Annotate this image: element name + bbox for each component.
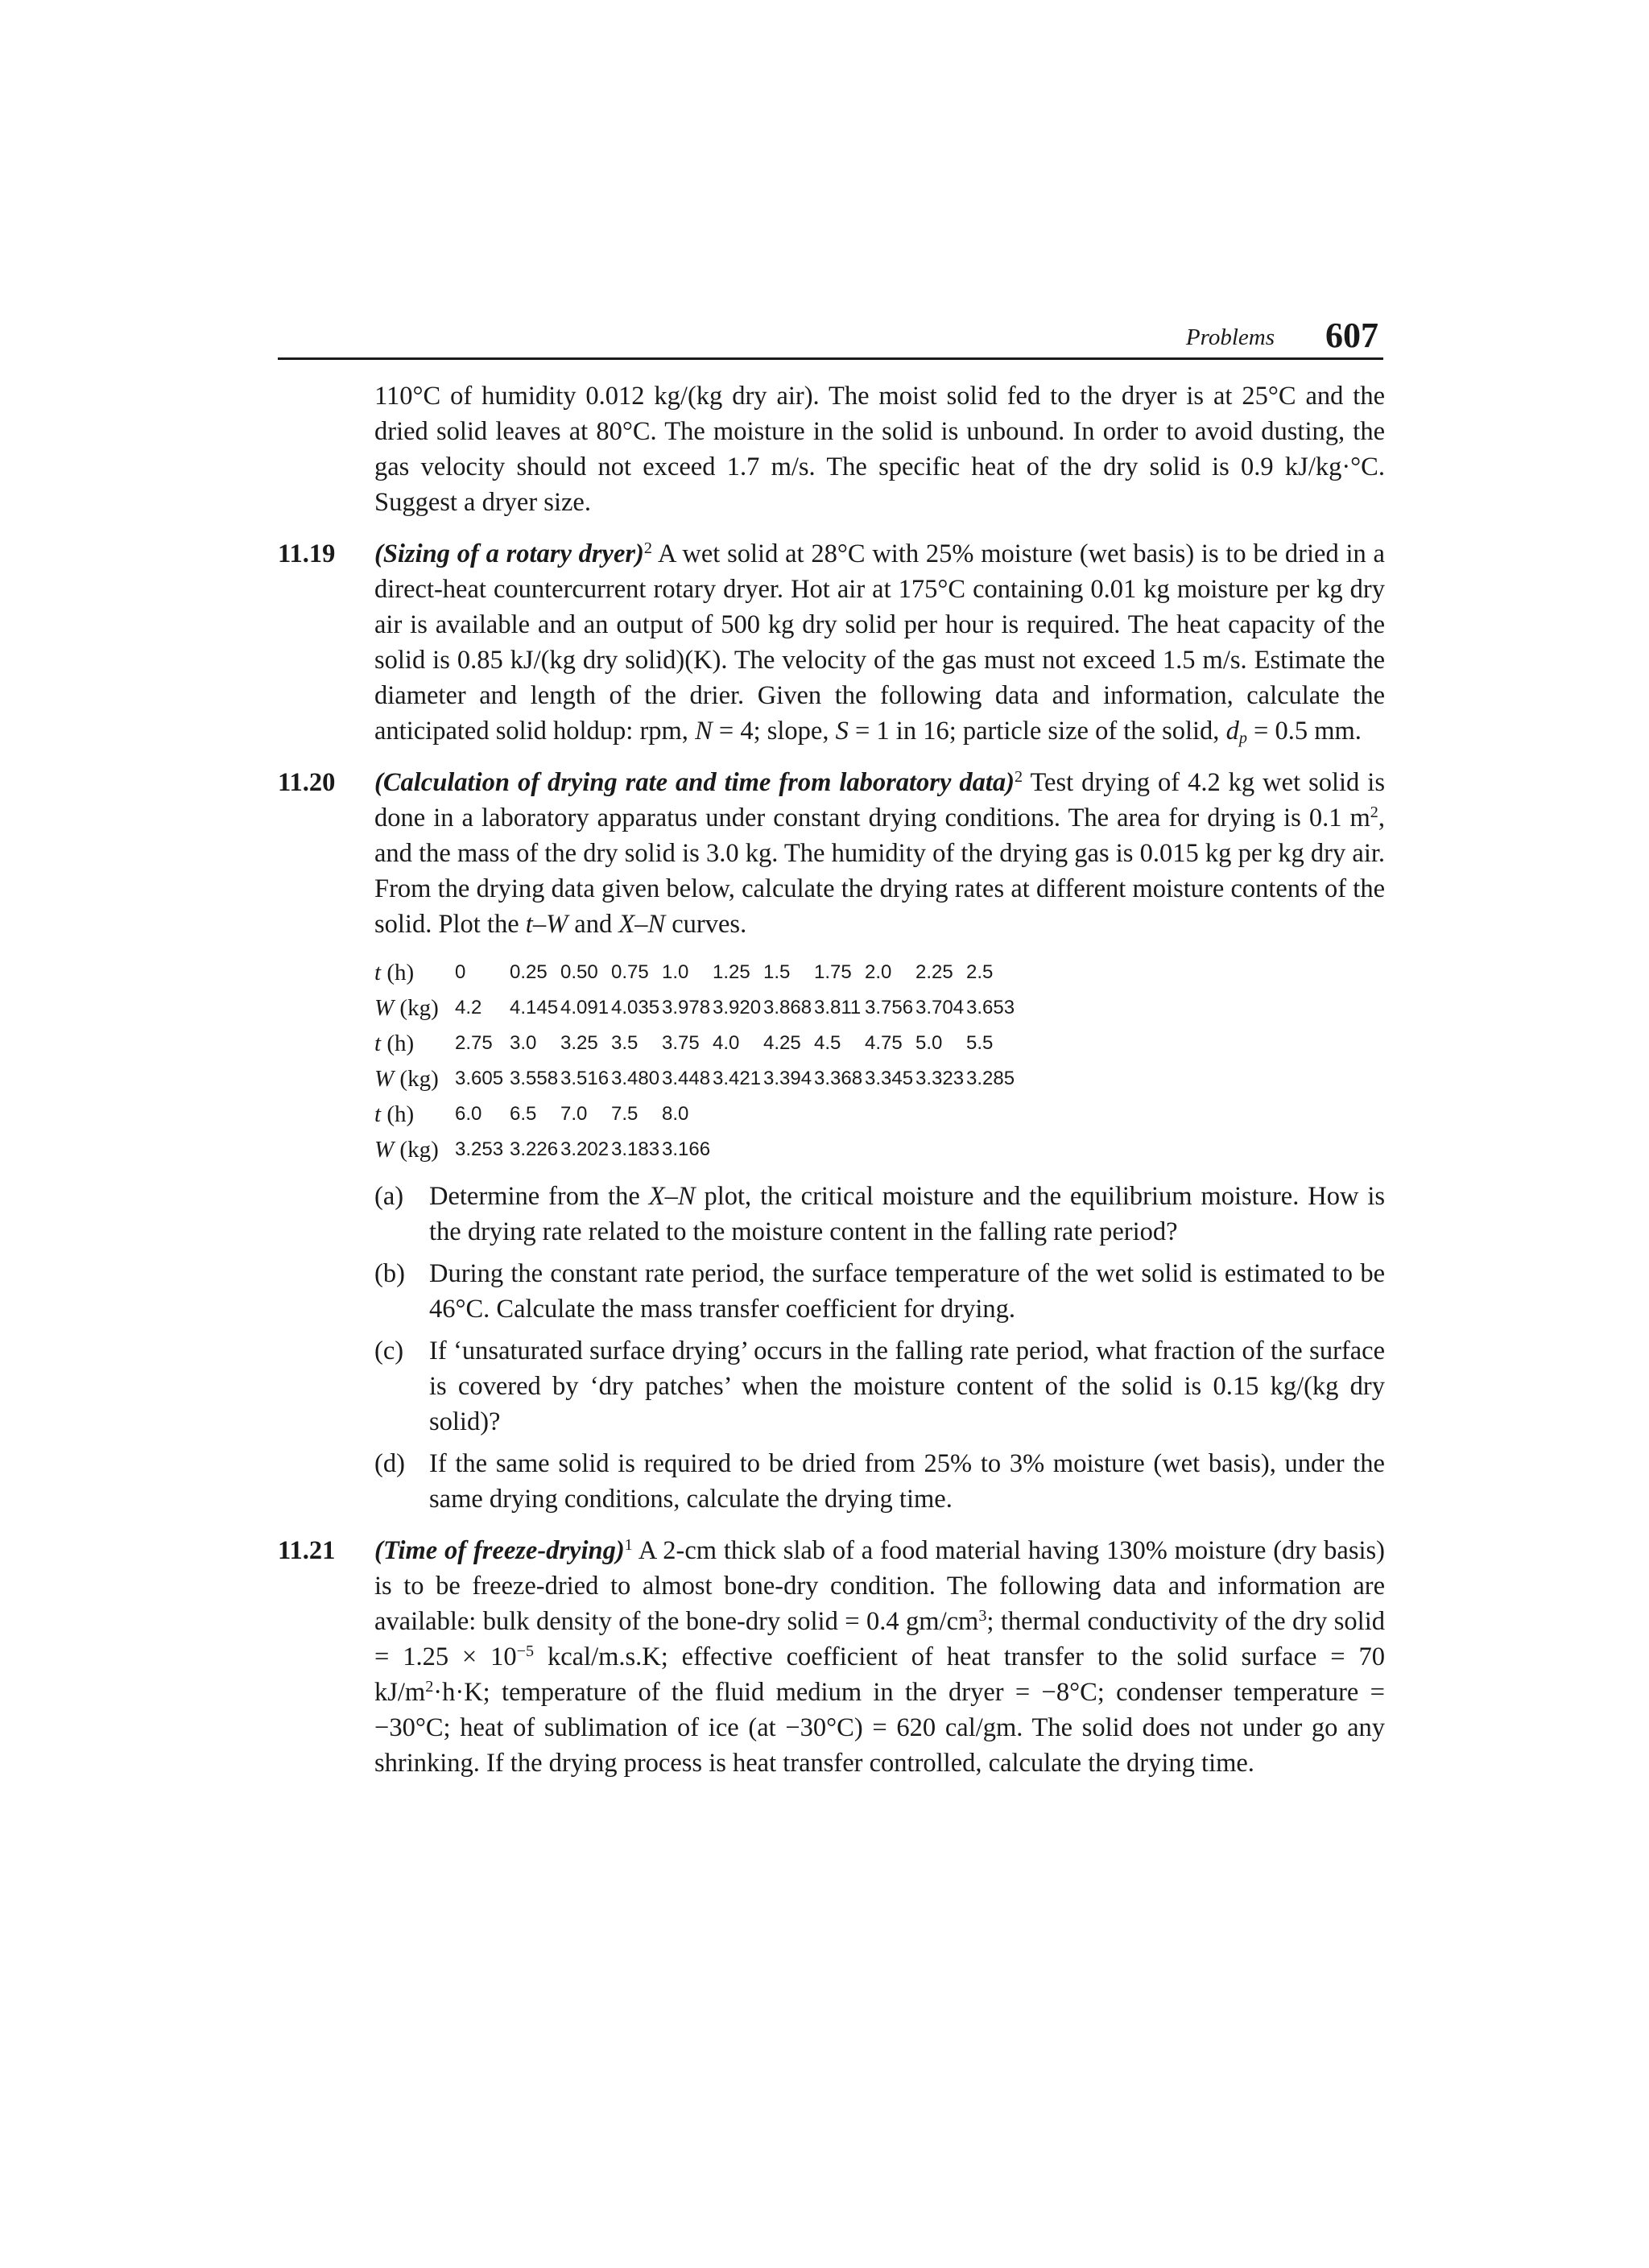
subpart-d [374,1446,1385,1517]
table-cell: 3.605 [455,1068,504,1089]
page-number: 607 [1325,316,1378,355]
reference-mark: 2 [643,539,652,557]
table-cell: 4.091 [560,997,610,1018]
time-row [374,1026,1017,1061]
table-cell: 0 [455,961,466,983]
table-cell: 2.75 [455,1032,493,1054]
table-cell: 7.5 [611,1103,639,1125]
table-cell: 3.811 [814,997,862,1018]
mass-row [374,990,1017,1026]
problem-11-20-parts [278,1179,1385,1517]
table-cell: 1.25 [713,961,750,983]
mass-row [374,1132,1017,1167]
reference-mark: 2 [1014,767,1023,786]
problem-11-20 [278,765,1385,942]
table-cell: 3.978 [662,997,711,1018]
time-row [374,1097,1017,1132]
table-cell: 1.75 [814,961,852,983]
table-cell: 3.166 [662,1138,711,1160]
row-label: W (kg) [374,995,439,1021]
subpart-text: If the same solid is required to be dried from 25% to 3% moisture (wet basis), under the same drying conditions, calculate the drying time. [429,1449,1385,1514]
row-label: t (h) [374,1101,415,1127]
table-cell: 3.480 [611,1068,660,1089]
table-cell: 3.368 [814,1068,863,1089]
table-cell: 4.2 [455,997,482,1018]
problem-number: 11.20 [278,768,336,797]
subpart-a [374,1179,1385,1250]
time-row [374,955,1017,990]
table-cell: 2.5 [966,961,994,983]
problem-number: 11.21 [278,1536,336,1565]
problem-text: (Time of freeze-drying)$^1$ A 2-cm thick slab of a food material having 130% moisture (dry basis) is to be freeze-dried to almost bone-dry condition. The following data and information are available: bulk density of the bone-dry solid = 0.4 $gm/cm^3$; thermal conductivity of the dry solid = $1.25 \times 10^{-5}$ kcal/m.s.K; effective coefficient of heat transfer to the solid surface = 70 $kJ/m^2\cdot h\cdot K$; temperature of the fluid medium in the dryer = −8°C; condenser temperature = −30°C; heat of sublimation of ice (at −30°C) = 620 cal/gm. The solid does not under go any shrinking. If the drying process is heat transfer controlled, calculate the drying time. [374,1535,1386,1778]
problem-text: (Calculation of drying rate and time from laboratory data)$^2$ Test drying of 4.2 kg wet solid is done in a laboratory apparatus under constant drying conditions. The area for drying is 0.1 $m^2$, and the mass of the dry solid is 3.0 kg. The humidity of the drying gas is 0.015 kg per kg dry air. From the drying data given below, calculate the drying rates at different moisture contents of the solid. Plot the t–W and X–N curves. [374,767,1385,939]
page-body [278,378,1385,1781]
table-cell: 3.516 [560,1068,610,1089]
mass-row [374,1061,1017,1097]
subpart-text: Determine from the X–N plot, the critical moisture and the equilibrium moisture. How is the drying rate related to the moisture content in the falling rate period? [429,1182,1386,1246]
table-cell: 4.5 [814,1032,841,1054]
table-cell: 3.868 [763,997,812,1018]
subpart-c [374,1333,1385,1440]
reference-mark: 1 [624,1535,633,1554]
subpart-label: (c) [374,1336,404,1365]
table-cell: 4.145 [510,997,559,1018]
continued-problem-text: 110°C of humidity 0.012 kg/(kg dry air). The moist solid fed to the dryer is at 25°C and the dried solid leaves at 80°C. The moisture in the solid is unbound. In order to avoid dusting, the gas velocity should not exceed 1.7 m/s. The specific heat of the dry solid is 0.9 kJ/kg·°C. Suggest a dryer size. [374,382,1385,517]
table-cell: 6.5 [510,1103,537,1125]
table-cell: 3.202 [560,1138,610,1160]
table-cell: 3.0 [510,1032,537,1054]
table-cell: 0.75 [611,961,649,983]
table-cell: 3.75 [662,1032,700,1054]
table-cell: 4.25 [763,1032,801,1054]
problem-text: (Sizing of a rotary dryer)$^2$ A wet solid at 28°C with 25% moisture (wet basis) is to be dried in a direct-heat countercurrent rotary dryer. Hot air at 175°C containing 0.01 kg moisture per kg dry air is available and an output of 500 kg dry solid per hour is required. The heat capacity of the solid is 0.85 kJ/(kg dry solid)(K). The velocity of the gas must not exceed 1.5 m/s. Estimate the diameter and length of the drier. Given the following data and information, calculate the anticipated solid holdup: rpm, N = 4; slope, S = 1 in 16; particle size of the solid, $d_p = 0.5$ mm. [374,539,1385,748]
table-cell: 3.25 [560,1032,598,1054]
table-cell: 7.0 [560,1103,588,1125]
table-cell: 3.558 [510,1068,559,1089]
table-cell: 3.394 [763,1068,812,1089]
table-cell: 1.0 [662,961,689,983]
table-cell: 6.0 [455,1103,482,1125]
table-cell: 4.75 [865,1032,903,1054]
problem-title: (Time of freeze-drying) [374,1536,625,1565]
table-cell: 5.0 [915,1032,943,1054]
problem-title: (Sizing of a rotary dryer) [374,539,644,568]
subpart-b [374,1256,1385,1327]
table-cell: 8.0 [662,1103,689,1125]
table-cell: 3.653 [966,997,1015,1018]
table-cell: 0.50 [560,961,598,983]
table-cell: 2.0 [865,961,892,983]
table-cell: 4.0 [713,1032,740,1054]
subpart-text: If ‘unsaturated surface drying’ occurs in the falling rate period, what fraction of the surface is covered by ‘dry patches’ when the moisture content of the solid is 0.15 kg/(kg dry solid)? [429,1336,1385,1436]
table-cell: 3.226 [510,1138,559,1160]
subpart-text: During the constant rate period, the surface temperature of the wet solid is estimated to be 46°C. Calculate the mass transfer coefficient for drying. [429,1259,1385,1324]
table-cell: 3.756 [865,997,914,1018]
table-cell: 3.323 [915,1068,965,1089]
problem-title: (Calculation of drying rate and time from laboratory data) [374,768,1015,797]
problem-11-21 [278,1533,1385,1781]
drying-data-table [374,955,1017,1167]
table-cell: 3.285 [966,1068,1015,1089]
row-label: t (h) [374,960,415,985]
table-cell: 3.920 [713,997,762,1018]
table-cell: 0.25 [510,961,548,983]
table-cell: 2.25 [915,961,953,983]
row-label: t (h) [374,1031,415,1056]
problem-11-19 [278,536,1385,749]
problem-number: 11.19 [278,539,336,568]
subpart-label: (d) [374,1449,405,1478]
table-cell: 3.421 [713,1068,762,1089]
page-header [278,316,1383,360]
table-cell: 3.448 [662,1068,711,1089]
table-cell: 3.253 [455,1138,504,1160]
table-cell: 4.035 [611,997,660,1018]
row-label: W (kg) [374,1066,439,1092]
subpart-label: (b) [374,1259,405,1288]
table-cell: 3.345 [865,1068,914,1089]
table-cell: 1.5 [763,961,791,983]
table-cell: 3.183 [611,1138,660,1160]
row-label: W (kg) [374,1137,439,1163]
table-cell: 5.5 [966,1032,994,1054]
subpart-label: (a) [374,1182,404,1211]
running-title: Problems [1185,324,1275,350]
table-cell: 3.5 [611,1032,639,1054]
table-cell: 3.704 [915,997,965,1018]
